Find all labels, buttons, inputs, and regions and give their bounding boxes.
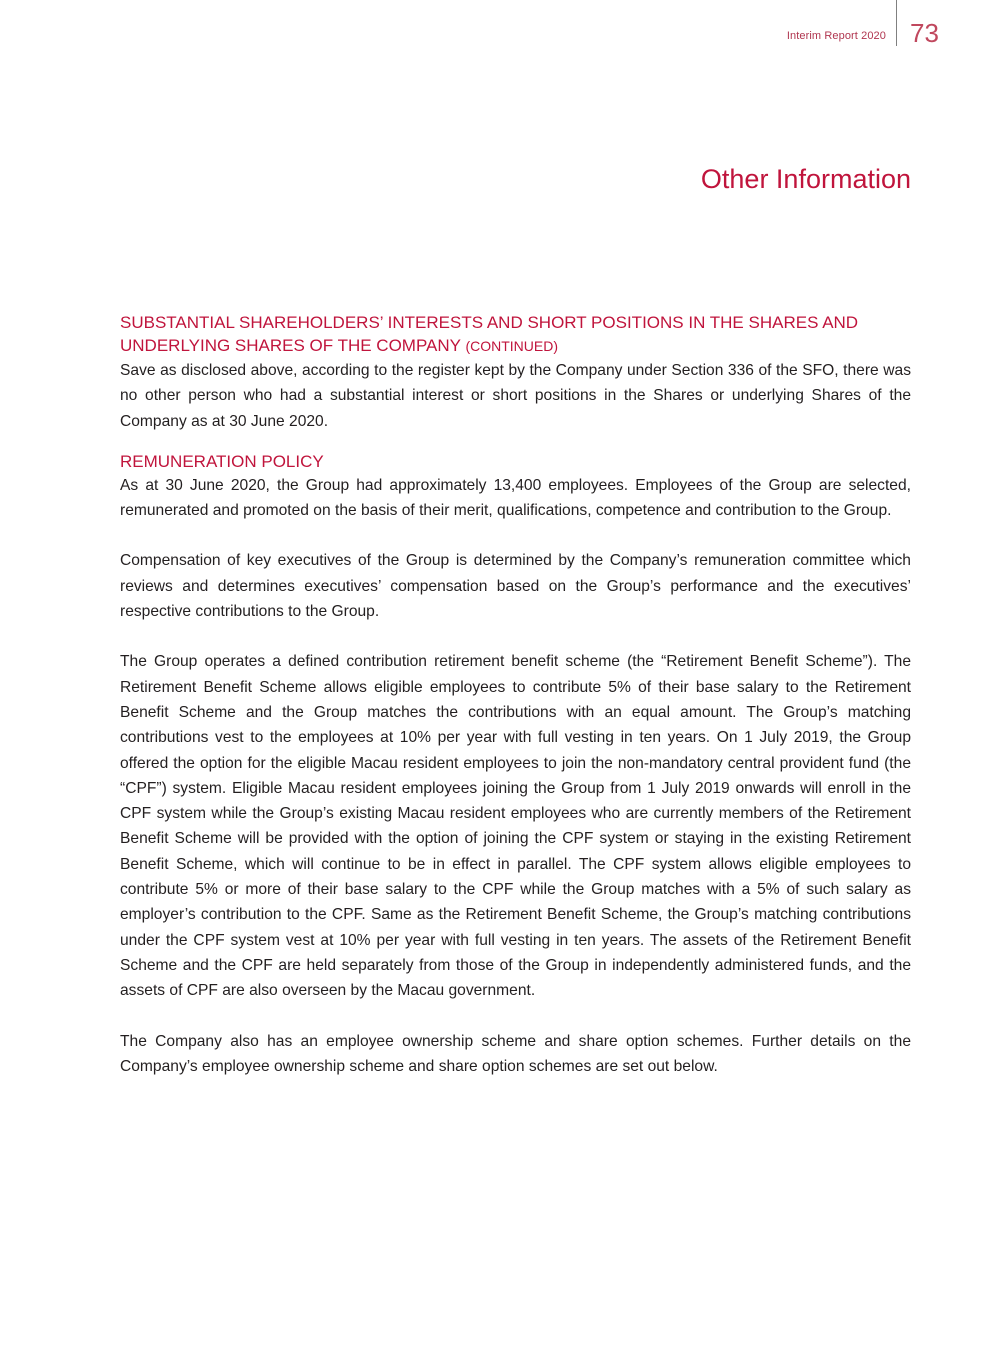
page-header — [0, 0, 1006, 60]
page-number: 73 — [910, 18, 939, 48]
header-divider — [896, 0, 897, 46]
paragraph: The Company also has an employee ownership scheme and share option schemes. Further details on the Company’s employee ownership scheme and share option schemes are set out below. — [120, 1032, 911, 1075]
paragraph: As at 30 June 2020, the Group had approximately 13,400 employees. Employees of the Group are selected, remunerated and promoted on the basis of their merit, qualifications, competence and contribution to the Group. — [120, 476, 911, 520]
page-title: Other Information — [700, 164, 911, 194]
section-heading-remuneration: REMUNERATION POLICY — [120, 451, 324, 471]
paragraph: The Group operates a defined contribution retirement benefit scheme (the “Retirement Benefit Scheme”). The Retirement Benefit Scheme allows eligible employees to contribute 5% of their base salary to the Retirement Benefit Scheme and the Group matches the contributions with an equal amount. The Group’s matching contributions vest to the employees at 10% per year with full vesting in ten years. On 1 July 2019, the Group offered the option for the eligible Macau resident employees to join the non-mandatory central provident fund (the “CPF”) system. Eligible Macau resident employees joining the Group from 1 July 2019 onwards will enroll in the CPF system while the Group’s existing Macau resident employees who are currently members of the Retirement Benefit Scheme will be provided with the option of joining the CPF system or staying in the existing Retirement Benefit Scheme, which will continue to be in effect in parallel. The CPF system allows eligible employees to contribute 5% or more of their base salary to the CPF while the Group matches with a 5% of such salary as employer’s contribution to the CPF. Same as the Retirement Benefit Scheme, the Group’s matching contributions under the CPF system vest at 10% per year with full vesting in ten years. The assets of the Retirement Benefit Scheme and the CPF are held separately from those of the Group in independently administered funds, and the assets of CPF are also overseen by the Macau government. — [120, 653, 911, 1000]
paragraph: Compensation of key executives of the Group is determined by the Company’s remuneration committee which reviews and determines executives’ compensation based on the Group’s performance and the executives’ respective contributions to the Group. — [120, 552, 911, 621]
document-body — [120, 311, 911, 1079]
section-heading-shareholders — [120, 311, 911, 358]
heading-text: SUBSTANTIAL SHAREHOLDERS’ INTERESTS AND SHORT POSITIONS IN THE SHARES AND UNDERLYING SHARES OF THE COMPANY — [120, 313, 859, 355]
paragraph: Save as disclosed above, according to the register kept by the Company under Section 336 of the SFO, there was no other person who had a substantial interest or short positions in the Shares or underlying Shares of the Company as at 30 June 2020. — [120, 362, 911, 430]
heading-suffix: (CONTINUED) — [465, 338, 558, 354]
report-label: Interim Report 2020 — [786, 30, 886, 42]
